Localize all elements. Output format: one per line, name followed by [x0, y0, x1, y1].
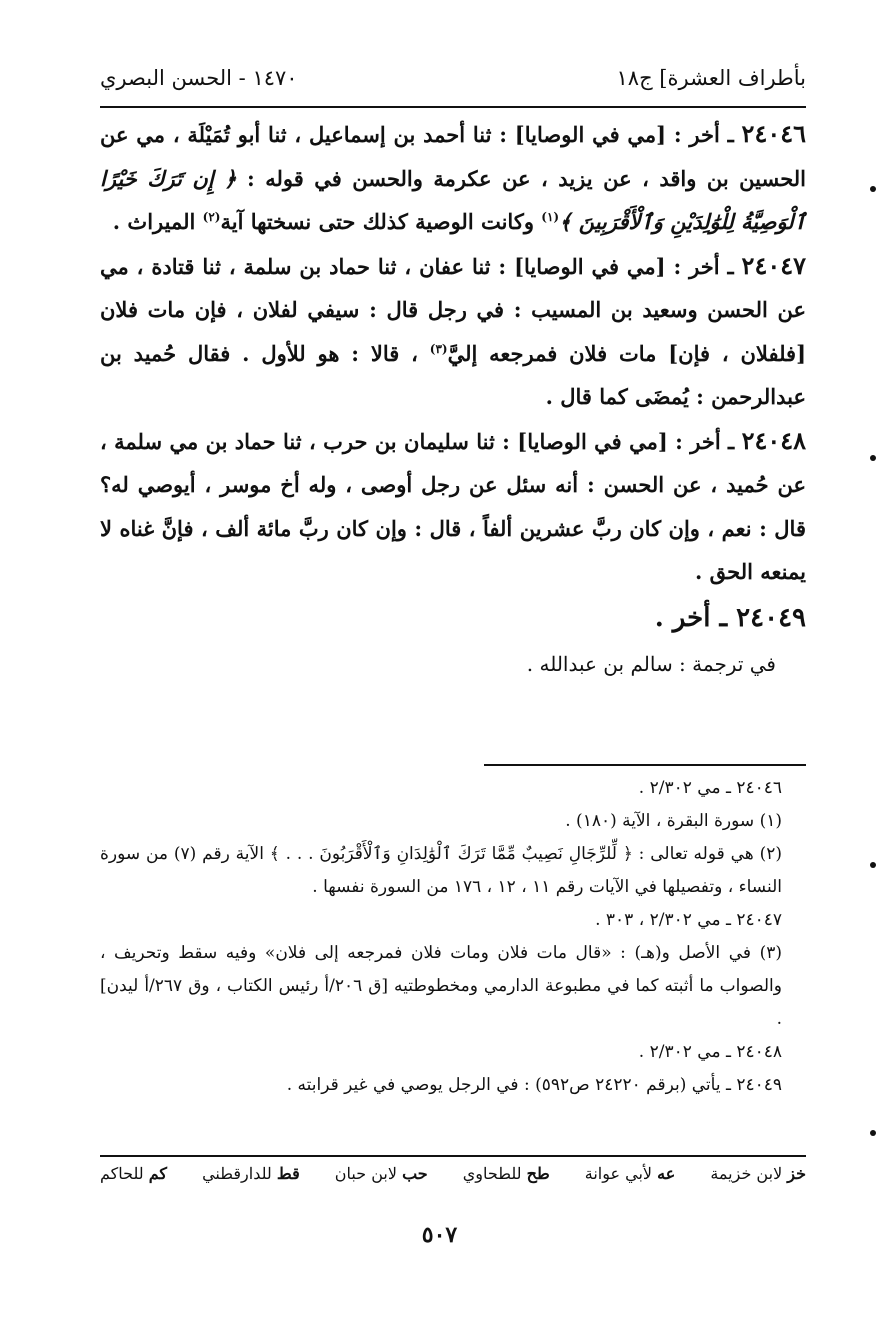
footnote-marker: (٣) — [429, 341, 448, 356]
footnotes — [100, 772, 806, 1102]
entry-text: ـ أخر . — [654, 602, 728, 633]
margin-mark — [870, 1130, 876, 1136]
margin-mark — [870, 862, 876, 868]
entry-text: ـ أخر : [مي في الوصايا] : ثنا سليمان بن حرب ، ثنا حماد بن مي سلمة ، عن حُميد ، عن الحسن : أنه سئل عن رجل أوصى ، وله أخ موسر ، أيوصي له؟ قال : نعم ، وإن كان ربَّ عشرين ألفاً ، قال : وإن كان ربَّ مائة ألف ، فإنَّ غناه لا يمنعه الحق . — [100, 428, 806, 584]
abbreviations-divider — [100, 1155, 806, 1157]
entry-text: ـ أخر : [مي في الوصايا] : ثنا عفان ، ثنا حماد بن سلمة ، ثنا قتادة ، مي عن الحسن وسعيد بن المسيب : في رجل قال : سيفي لفلان ، فإن مات فلان [فلفلان ، فإن] مات فلان فمرجعه إليَّ — [100, 253, 806, 366]
entry-24047 — [100, 244, 806, 419]
footnote-marker: (٢) — [202, 210, 221, 224]
footnote: (٢) هي قوله تعالى : ﴿ لِّلرِّجَالِ نَصِيبٌ مِّمَّا تَرَكَ ٱلْوَٰلِدَانِ وَٱلْأَقْرَبُونَ . . . ﴾ الآية رقم (٧) من سورة النساء ، وتفصيلها في الآيات رقم ١١ ، ١٢ ، ١٧٦ من السورة نفسها . — [100, 844, 782, 897]
margin-mark — [870, 186, 876, 192]
cross-reference: في ترجمة : سالم بن عبدالله . — [526, 651, 776, 676]
abbreviation-item: كم للحاكم — [100, 1164, 168, 1183]
abbreviation-item: خز لابن خزيمة — [710, 1164, 806, 1183]
entry-number: ٢٤٠٤٨ — [741, 425, 807, 455]
entry-number: ٢٤٠٤٩ — [736, 602, 806, 633]
footnote-divider — [484, 764, 806, 766]
entry-text: وكانت الوصية كذلك حتى نسختها آية — [220, 209, 534, 234]
entry-number: ٢٤٠٤٦ — [741, 119, 806, 148]
entry-text: ، قالا : هو للأول . فقال حُميد بن عبدالرحمن : يُمضَى كما قال . — [100, 340, 806, 409]
abbreviation-item: عه لأبي عوانة — [584, 1164, 676, 1183]
abbreviation-item: طح للطحاوي — [462, 1164, 550, 1183]
main-text — [100, 112, 806, 686]
entry-24048 — [100, 419, 806, 594]
footnote: ٢٤٠٤٧ ـ مي ٢/٣٠٢ ، ٣٠٣ . — [595, 910, 782, 930]
footnote: (٣) في الأصل و(هـ) : «قال مات فلان ومات فلان فمرجعه إلى فلان» وفيه سقط وتحريف ، والصواب ما أثبته كما في مطبوعة الدارمي ومخطوطتيه [ق ٢٠٦/أ رئيس الكتاب ، وق ٢٦٧/أ ليدن] . — [100, 943, 782, 1029]
abbreviation-item: قط للدارقطني — [202, 1164, 300, 1183]
entry-number: ٢٤٠٤٧ — [741, 250, 806, 280]
footnote: ٢٤٠٤٩ ـ يأتي (برقم ٢٤٢٢٠ ص٥٩٢) : في الرجل يوصي في غير قرابته . — [286, 1075, 782, 1095]
footnote-marker: (١) — [541, 210, 560, 224]
abbreviations-key — [100, 1164, 806, 1183]
entry-text: الميراث . — [112, 209, 196, 234]
abbreviation-item: حب لابن حبان — [334, 1164, 428, 1183]
entry-24049 — [100, 594, 806, 642]
page-number: ٥٠٧ — [421, 1222, 458, 1248]
footnote: ٢٤٠٤٨ ـ مي ٢/٣٠٢ . — [638, 1042, 782, 1062]
entry-24046 — [100, 112, 806, 244]
entry-text: ـ أخر : [مي في الوصايا] : ثنا أحمد بن إسماعيل ، ثنا أبو تُمَيْلَة ، مي عن الحسين بن واقد ، عن يزيد ، عن عكرمة والحسن في قوله : — [100, 122, 807, 191]
margin-mark — [870, 455, 876, 461]
book-title: بأطراف العشرة] ج١٨ — [616, 66, 806, 90]
header-divider — [100, 106, 806, 108]
running-head — [100, 58, 806, 98]
footnote: (١) سورة البقرة ، الآية (١٨٠) . — [565, 811, 782, 831]
section-title: ١٤٧٠ - الحسن البصري — [100, 66, 298, 90]
quran-verse: ﴿ إِن تَرَكَ خَيْرًا ٱلْوَصِيَّةُ لِلْوَٰلِدَيْنِ وَٱلْأَقْرَبِينَ ﴾ — [100, 165, 806, 234]
footnote: ٢٤٠٤٦ ـ مي ٢/٣٠٢ . — [638, 778, 782, 798]
